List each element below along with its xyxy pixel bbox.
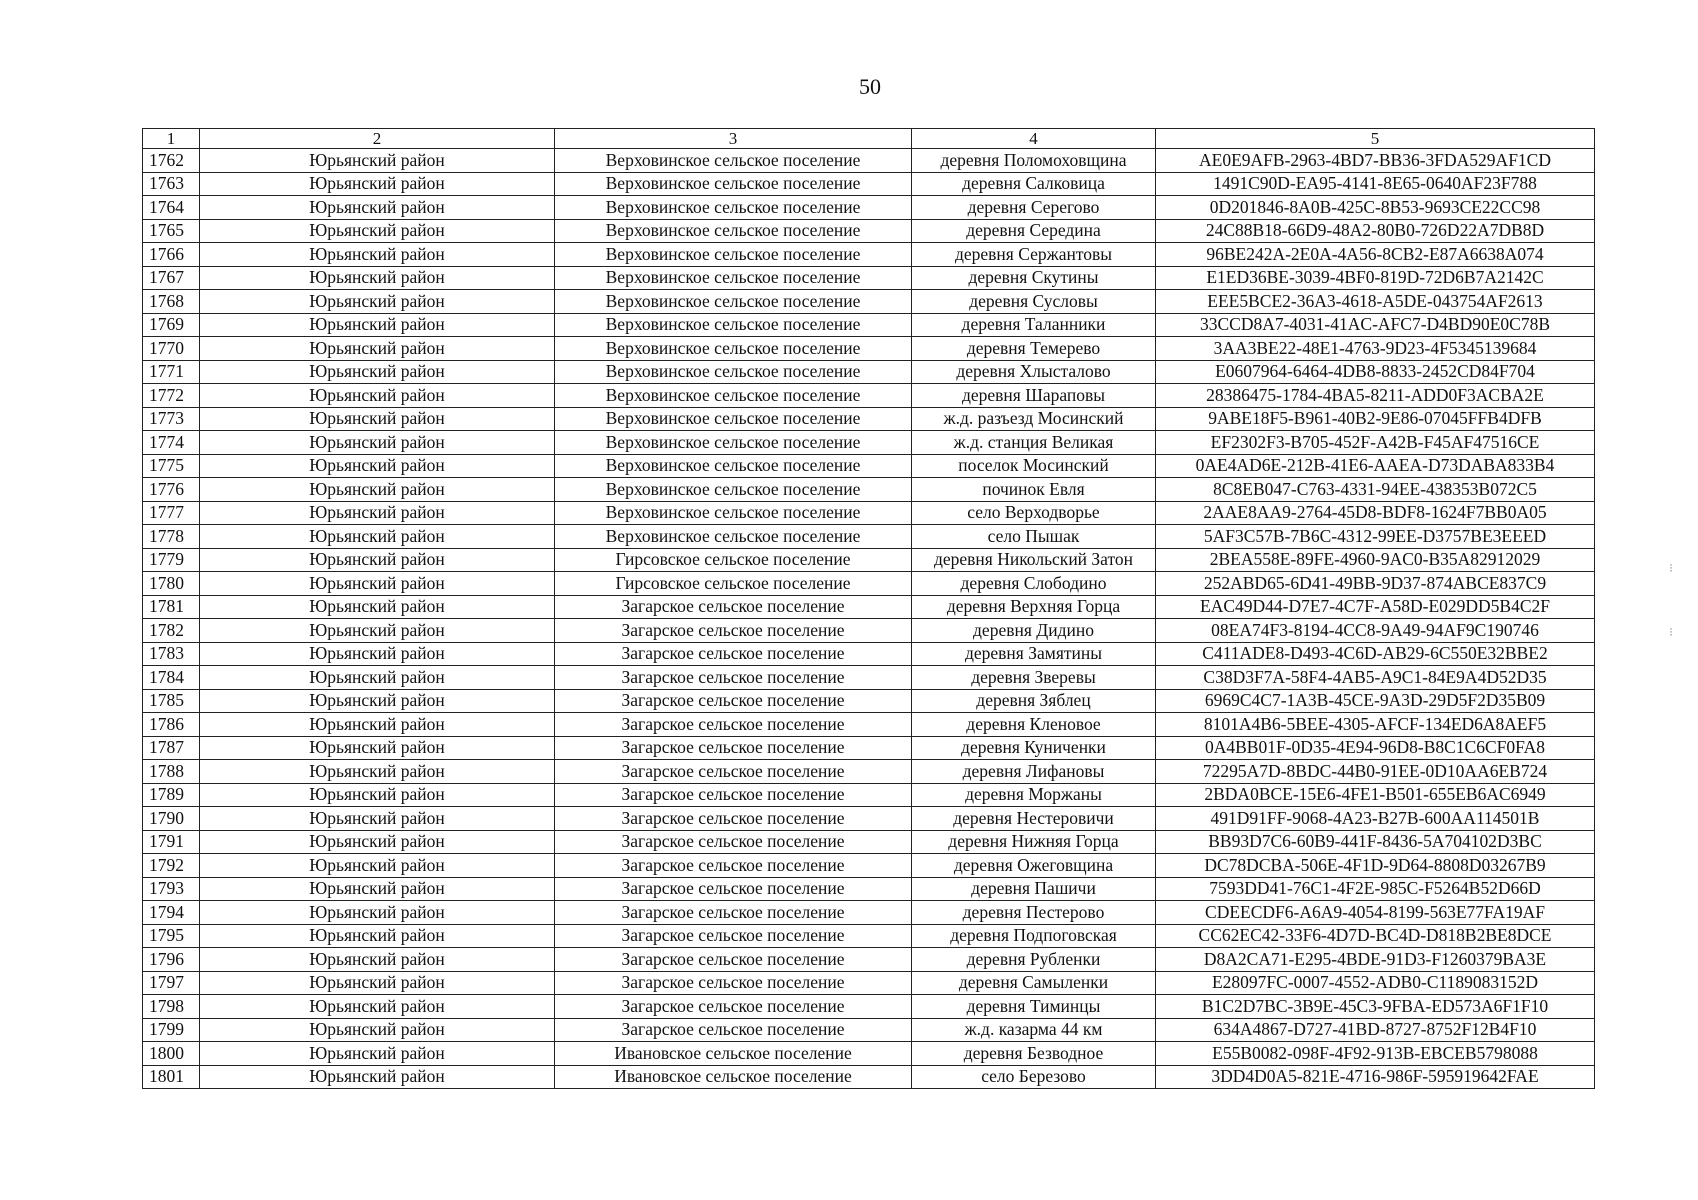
settlement-name: Загарское сельское поселение — [555, 854, 912, 878]
table-row — [143, 454, 1595, 478]
district-name: Юрьянский район — [200, 313, 555, 337]
table-row — [143, 1065, 1595, 1089]
district-name: Юрьянский район — [200, 971, 555, 995]
table-row — [143, 478, 1595, 502]
table-row — [143, 619, 1595, 643]
district-name: Юрьянский район — [200, 172, 555, 196]
row-number: 1793 — [143, 877, 200, 901]
table-row — [143, 149, 1595, 173]
district-name: Юрьянский район — [200, 666, 555, 690]
settlement-name: Загарское сельское поселение — [555, 666, 912, 690]
table-row — [143, 525, 1595, 549]
settlement-name: Загарское сельское поселение — [555, 783, 912, 807]
guid-code: E28097FC-0007-4552-ADB0-C1189083152D — [1156, 971, 1595, 995]
district-name: Юрьянский район — [200, 219, 555, 243]
settlement-name: Загарское сельское поселение — [555, 760, 912, 784]
locality-name: деревня Рубленки — [912, 948, 1156, 972]
district-name: Юрьянский район — [200, 290, 555, 314]
guid-code: 252ABD65-6D41-49BB-9D37-874ABCE837C9 — [1156, 572, 1595, 596]
guid-code: 08EA74F3-8194-4CC8-9A49-94AF9C190746 — [1156, 619, 1595, 643]
guid-code: EF2302F3-B705-452F-A42B-F45AF47516CE — [1156, 431, 1595, 455]
locality-name: деревня Хлысталово — [912, 360, 1156, 384]
district-name: Юрьянский район — [200, 854, 555, 878]
settlement-name: Верховинское сельское поселение — [555, 172, 912, 196]
table-row — [143, 431, 1595, 455]
settlement-name: Верховинское сельское поселение — [555, 525, 912, 549]
column-header: 4 — [912, 129, 1156, 149]
settlement-name: Загарское сельское поселение — [555, 713, 912, 737]
row-number: 1767 — [143, 266, 200, 290]
locality-name: деревня Зяблец — [912, 689, 1156, 713]
row-number: 1787 — [143, 736, 200, 760]
locality-name: деревня Пестерово — [912, 901, 1156, 925]
district-name: Юрьянский район — [200, 360, 555, 384]
table-row — [143, 807, 1595, 831]
district-name: Юрьянский район — [200, 783, 555, 807]
settlement-name: Загарское сельское поселение — [555, 619, 912, 643]
row-number: 1798 — [143, 995, 200, 1019]
settlement-name: Верховинское сельское поселение — [555, 337, 912, 361]
row-number: 1792 — [143, 854, 200, 878]
table-row — [143, 901, 1595, 925]
locality-name: деревня Скутины — [912, 266, 1156, 290]
guid-code: AE0E9AFB-2963-4BD7-BB36-3FDA529AF1CD — [1156, 149, 1595, 173]
row-number: 1772 — [143, 384, 200, 408]
table-row — [143, 689, 1595, 713]
district-name: Юрьянский район — [200, 760, 555, 784]
table-row — [143, 736, 1595, 760]
locality-name: деревня Куниченки — [912, 736, 1156, 760]
guid-code: EAC49D44-D7E7-4C7F-A58D-E029DD5B4C2F — [1156, 595, 1595, 619]
district-name: Юрьянский район — [200, 1018, 555, 1042]
settlement-name: Загарское сельское поселение — [555, 1018, 912, 1042]
table-row — [143, 337, 1595, 361]
table-row — [143, 196, 1595, 220]
table-row — [143, 407, 1595, 431]
settlement-name: Верховинское сельское поселение — [555, 407, 912, 431]
table-row — [143, 290, 1595, 314]
row-number: 1800 — [143, 1042, 200, 1066]
guid-code: EEE5BCE2-36A3-4618-A5DE-043754AF2613 — [1156, 290, 1595, 314]
row-number: 1795 — [143, 924, 200, 948]
row-number: 1773 — [143, 407, 200, 431]
district-name: Юрьянский район — [200, 948, 555, 972]
row-number: 1766 — [143, 243, 200, 267]
table-row — [143, 266, 1595, 290]
row-number: 1769 — [143, 313, 200, 337]
district-name: Юрьянский район — [200, 501, 555, 525]
row-number: 1794 — [143, 901, 200, 925]
guid-code: 2AAE8AA9-2764-45D8-BDF8-1624F7BB0A05 — [1156, 501, 1595, 525]
locality-name: деревня Подпоговская — [912, 924, 1156, 948]
district-name: Юрьянский район — [200, 642, 555, 666]
registry-table — [142, 128, 1595, 1089]
table-row — [143, 924, 1595, 948]
guid-code: 0AE4AD6E-212B-41E6-AAEA-D73DABA833B4 — [1156, 454, 1595, 478]
locality-name: село Березово — [912, 1065, 1156, 1089]
row-number: 1778 — [143, 525, 200, 549]
table-row — [143, 783, 1595, 807]
locality-name: деревня Слободино — [912, 572, 1156, 596]
settlement-name: Верховинское сельское поселение — [555, 219, 912, 243]
locality-name: село Пышак — [912, 525, 1156, 549]
table-row — [143, 313, 1595, 337]
row-number: 1789 — [143, 783, 200, 807]
guid-code: 96BE242A-2E0A-4A56-8CB2-E87A6638A074 — [1156, 243, 1595, 267]
locality-name: деревня Пашичи — [912, 877, 1156, 901]
guid-code: 24C88B18-66D9-48A2-80B0-726D22A7DB8D — [1156, 219, 1595, 243]
locality-name: деревня Таланники — [912, 313, 1156, 337]
locality-name: деревня Шараповы — [912, 384, 1156, 408]
guid-code: 0D201846-8A0B-425C-8B53-9693CE22CC98 — [1156, 196, 1595, 220]
guid-code: 634A4867-D727-41BD-8727-8752F12B4F10 — [1156, 1018, 1595, 1042]
district-name: Юрьянский район — [200, 830, 555, 854]
settlement-name: Верховинское сельское поселение — [555, 501, 912, 525]
row-number: 1791 — [143, 830, 200, 854]
settlement-name: Верховинское сельское поселение — [555, 313, 912, 337]
table-row — [143, 172, 1595, 196]
district-name: Юрьянский район — [200, 431, 555, 455]
district-name: Юрьянский район — [200, 924, 555, 948]
settlement-name: Загарское сельское поселение — [555, 877, 912, 901]
table-row — [143, 360, 1595, 384]
settlement-name: Верховинское сельское поселение — [555, 384, 912, 408]
table-row — [143, 877, 1595, 901]
district-name: Юрьянский район — [200, 713, 555, 737]
district-name: Юрьянский район — [200, 619, 555, 643]
row-number: 1764 — [143, 196, 200, 220]
table-row — [143, 501, 1595, 525]
locality-name: починок Евля — [912, 478, 1156, 502]
settlement-name: Загарское сельское поселение — [555, 924, 912, 948]
row-number: 1796 — [143, 948, 200, 972]
table-row — [143, 243, 1595, 267]
table-row — [143, 384, 1595, 408]
table-row — [143, 854, 1595, 878]
settlement-name: Загарское сельское поселение — [555, 948, 912, 972]
guid-code: E55B0082-098F-4F92-913B-EBCEB5798088 — [1156, 1042, 1595, 1066]
table-row — [143, 971, 1595, 995]
locality-name: деревня Верхняя Горца — [912, 595, 1156, 619]
district-name: Юрьянский район — [200, 595, 555, 619]
guid-code: 5AF3C57B-7B6C-4312-99EE-D3757BE3EEED — [1156, 525, 1595, 549]
locality-name: деревня Моржаны — [912, 783, 1156, 807]
locality-name: деревня Самыленки — [912, 971, 1156, 995]
guid-code: 72295A7D-8BDC-44B0-91EE-0D10AA6EB724 — [1156, 760, 1595, 784]
locality-name: деревня Салковица — [912, 172, 1156, 196]
row-number: 1786 — [143, 713, 200, 737]
settlement-name: Загарское сельское поселение — [555, 971, 912, 995]
settlement-name: Загарское сельское поселение — [555, 689, 912, 713]
locality-name: деревня Ожеговщина — [912, 854, 1156, 878]
guid-code: 8C8EB047-C763-4331-94EE-438353B072C5 — [1156, 478, 1595, 502]
locality-name: деревня Темерево — [912, 337, 1156, 361]
locality-name: ж.д. станция Великая — [912, 431, 1156, 455]
guid-code: 3DD4D0A5-821E-4716-986F-595919642FAE — [1156, 1065, 1595, 1089]
district-name: Юрьянский район — [200, 736, 555, 760]
settlement-name: Верховинское сельское поселение — [555, 149, 912, 173]
settlement-name: Загарское сельское поселение — [555, 830, 912, 854]
row-number: 1774 — [143, 431, 200, 455]
guid-code: 0A4BB01F-0D35-4E94-96D8-B8C1C6CF0FA8 — [1156, 736, 1595, 760]
guid-code: 1491C90D-EA95-4141-8E65-0640AF23F788 — [1156, 172, 1595, 196]
district-name: Юрьянский район — [200, 1065, 555, 1089]
guid-code: E1ED36BE-3039-4BF0-819D-72D6B7A2142C — [1156, 266, 1595, 290]
table-row — [143, 760, 1595, 784]
locality-name: ж.д. казарма 44 км — [912, 1018, 1156, 1042]
guid-code: 491D91FF-9068-4A23-B27B-600AA114501B — [1156, 807, 1595, 831]
table-row — [143, 548, 1595, 572]
guid-code: 6969C4C7-1A3B-45CE-9A3D-29D5F2D35B09 — [1156, 689, 1595, 713]
guid-code: 3AA3BE22-48E1-4763-9D23-4F5345139684 — [1156, 337, 1595, 361]
row-number: 1780 — [143, 572, 200, 596]
settlement-name: Ивановское сельское поселение — [555, 1065, 912, 1089]
locality-name: деревня Дидино — [912, 619, 1156, 643]
row-number: 1785 — [143, 689, 200, 713]
guid-code: CDEECDF6-A6A9-4054-8199-563E77FA19AF — [1156, 901, 1595, 925]
guid-code: 8101A4B6-5BEE-4305-AFCF-134ED6A8AEF5 — [1156, 713, 1595, 737]
district-name: Юрьянский район — [200, 525, 555, 549]
row-number: 1762 — [143, 149, 200, 173]
district-name: Юрьянский район — [200, 196, 555, 220]
guid-code: 33CCD8A7-4031-41AC-AFC7-D4BD90E0C78B — [1156, 313, 1595, 337]
column-header: 2 — [200, 129, 555, 149]
row-number: 1788 — [143, 760, 200, 784]
locality-name: деревня Замятины — [912, 642, 1156, 666]
locality-name: деревня Сержантовы — [912, 243, 1156, 267]
row-number: 1768 — [143, 290, 200, 314]
locality-name: деревня Кленовое — [912, 713, 1156, 737]
district-name: Юрьянский район — [200, 877, 555, 901]
district-name: Юрьянский район — [200, 407, 555, 431]
table-row — [143, 1018, 1595, 1042]
locality-name: деревня Тиминцы — [912, 995, 1156, 1019]
row-number: 1776 — [143, 478, 200, 502]
district-name: Юрьянский район — [200, 384, 555, 408]
row-number: 1799 — [143, 1018, 200, 1042]
table-row — [143, 595, 1595, 619]
guid-code: 9ABE18F5-B961-40B2-9E86-07045FFB4DFB — [1156, 407, 1595, 431]
district-name: Юрьянский район — [200, 995, 555, 1019]
guid-code: CC62EC42-33F6-4D7D-BC4D-D818B2BE8DCE — [1156, 924, 1595, 948]
settlement-name: Верховинское сельское поселение — [555, 478, 912, 502]
row-number: 1790 — [143, 807, 200, 831]
table-row — [143, 713, 1595, 737]
locality-name: деревня Лифановы — [912, 760, 1156, 784]
guid-code: B1C2D7BC-3B9E-45C3-9FBA-ED573A6F1F10 — [1156, 995, 1595, 1019]
district-name: Юрьянский район — [200, 243, 555, 267]
settlement-name: Загарское сельское поселение — [555, 901, 912, 925]
settlement-name: Ивановское сельское поселение — [555, 1042, 912, 1066]
guid-code: DC78DCBA-506E-4F1D-9D64-8808D03267B9 — [1156, 854, 1595, 878]
table-row — [143, 219, 1595, 243]
guid-code: C411ADE8-D493-4C6D-AB29-6C550E32BBE2 — [1156, 642, 1595, 666]
guid-code: E0607964-6464-4DB8-8833-2452CD84F704 — [1156, 360, 1595, 384]
district-name: Юрьянский район — [200, 478, 555, 502]
settlement-name: Загарское сельское поселение — [555, 642, 912, 666]
guid-code: D8A2CA71-E295-4BDE-91D3-F1260379BA3E — [1156, 948, 1595, 972]
guid-code: 7593DD41-76C1-4F2E-985C-F5264B52D66D — [1156, 877, 1595, 901]
settlement-name: Загарское сельское поселение — [555, 595, 912, 619]
guid-code: 2BEA558E-89FE-4960-9AC0-B35A82912029 — [1156, 548, 1595, 572]
district-name: Юрьянский район — [200, 454, 555, 478]
column-header: 1 — [143, 129, 200, 149]
settlement-name: Загарское сельское поселение — [555, 995, 912, 1019]
district-name: Юрьянский район — [200, 689, 555, 713]
district-name: Юрьянский район — [200, 548, 555, 572]
settlement-name: Гирсовское сельское поселение — [555, 548, 912, 572]
settlement-name: Верховинское сельское поселение — [555, 290, 912, 314]
settlement-name: Гирсовское сельское поселение — [555, 572, 912, 596]
scan-artifact-mark: ⁝ — [1669, 561, 1672, 575]
table-row — [143, 642, 1595, 666]
table-header-row — [143, 129, 1595, 149]
page-number: 50 — [859, 74, 881, 99]
guid-code: BB93D7C6-60B9-441F-8436-5A704102D3BC — [1156, 830, 1595, 854]
table-row — [143, 1042, 1595, 1066]
locality-name: деревня Поломоховщина — [912, 149, 1156, 173]
table-row — [143, 830, 1595, 854]
district-name: Юрьянский район — [200, 901, 555, 925]
district-name: Юрьянский район — [200, 807, 555, 831]
settlement-name: Верховинское сельское поселение — [555, 266, 912, 290]
scan-artifact-mark: ⁝ — [1669, 625, 1672, 639]
settlement-name: Верховинское сельское поселение — [555, 360, 912, 384]
row-number: 1779 — [143, 548, 200, 572]
locality-name: ж.д. разъезд Мосинский — [912, 407, 1156, 431]
column-header: 3 — [555, 129, 912, 149]
row-number: 1775 — [143, 454, 200, 478]
table-row — [143, 666, 1595, 690]
locality-name: деревня Нестеровичи — [912, 807, 1156, 831]
district-name: Юрьянский район — [200, 337, 555, 361]
row-number: 1784 — [143, 666, 200, 690]
locality-name: деревня Безводное — [912, 1042, 1156, 1066]
locality-name: деревня Нижняя Горца — [912, 830, 1156, 854]
settlement-name: Верховинское сельское поселение — [555, 431, 912, 455]
row-number: 1782 — [143, 619, 200, 643]
table-row — [143, 995, 1595, 1019]
row-number: 1765 — [143, 219, 200, 243]
row-number: 1771 — [143, 360, 200, 384]
row-number: 1781 — [143, 595, 200, 619]
row-number: 1801 — [143, 1065, 200, 1089]
table-body — [143, 129, 1595, 1089]
column-header: 5 — [1156, 129, 1595, 149]
row-number: 1770 — [143, 337, 200, 361]
locality-name: деревня Серегово — [912, 196, 1156, 220]
guid-code: 28386475-1784-4BA5-8211-ADD0F3ACBA2E — [1156, 384, 1595, 408]
row-number: 1763 — [143, 172, 200, 196]
locality-name: деревня Зверевы — [912, 666, 1156, 690]
locality-name: деревня Сусловы — [912, 290, 1156, 314]
district-name: Юрьянский район — [200, 266, 555, 290]
row-number: 1797 — [143, 971, 200, 995]
locality-name: село Верходворье — [912, 501, 1156, 525]
settlement-name: Верховинское сельское поселение — [555, 454, 912, 478]
district-name: Юрьянский район — [200, 149, 555, 173]
row-number: 1777 — [143, 501, 200, 525]
settlement-name: Загарское сельское поселение — [555, 736, 912, 760]
locality-name: поселок Мосинский — [912, 454, 1156, 478]
row-number: 1783 — [143, 642, 200, 666]
guid-code: C38D3F7A-58F4-4AB5-A9C1-84E9A4D52D35 — [1156, 666, 1595, 690]
settlement-name: Верховинское сельское поселение — [555, 243, 912, 267]
guid-code: 2BDA0BCE-15E6-4FE1-B501-655EB6AC6949 — [1156, 783, 1595, 807]
table-row — [143, 948, 1595, 972]
table-row — [143, 572, 1595, 596]
settlement-name: Верховинское сельское поселение — [555, 196, 912, 220]
locality-name: деревня Середина — [912, 219, 1156, 243]
locality-name: деревня Никольский Затон — [912, 548, 1156, 572]
district-name: Юрьянский район — [200, 1042, 555, 1066]
settlement-name: Загарское сельское поселение — [555, 807, 912, 831]
district-name: Юрьянский район — [200, 572, 555, 596]
